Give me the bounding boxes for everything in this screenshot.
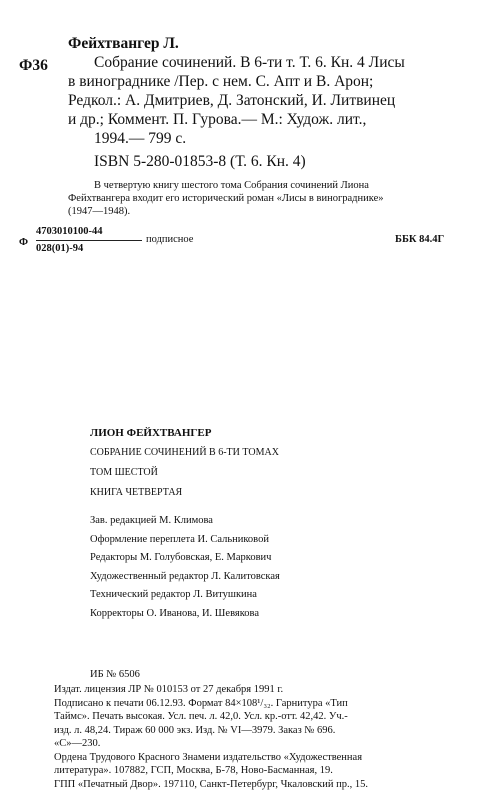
imprint-line: литература». 107882, ГСП, Москва, Б-78, Ново-Басманная, 19. [54, 765, 333, 776]
staff-line: Редакторы М. Голубовская, Е. Маркович [90, 552, 272, 564]
colophon-author: ЛИОН ФЕЙХТВАНГЕР [90, 427, 212, 439]
imprint-line: Ордена Трудового Красного Знамени издательство «Художественная [54, 751, 363, 763]
imprint-line: «С»—230. [54, 738, 101, 749]
annotation-line: Фейхтвангера входит его исторический роман «Лисы в винограднике» [68, 193, 384, 204]
description-line: и др.; Коммент. П. Гурова.— М.: Худож. лит., [68, 111, 367, 128]
imprint-line: ГПП «Печатный Двор». 197110, Санкт-Петербург, Чкаловский пр., 15. [54, 778, 368, 790]
description-line: Собрание сочинений. В 6-ти т. Т. 6. Кн. 4 Лисы [94, 54, 405, 71]
collection-title: СОБРАНИЕ СОЧИНЕНИЙ В 6-ТИ ТОМАХ [90, 447, 279, 458]
staff-line: Художественный редактор Л. Калитовская [90, 570, 280, 582]
description-line: в винограднике /Пер. с нем. С. Апт и В. Арон; [68, 73, 374, 90]
annotation-line: В четвертую книгу шестого тома Собрания сочинений Лиона [94, 180, 369, 191]
bibliographic-description [68, 53, 405, 148]
imprint-line: изд. л. 48,24. Тираж 60 000 экз. Изд. № VI—3979. Заказ № 696. [54, 724, 336, 736]
description-line: Редкол.: А. Дмитриев, Д. Затонский, И. Литвинец [68, 92, 396, 109]
staff-line: Зав. редакцией М. Климова [90, 515, 213, 526]
classification-code-bottom: 028(01)-94 [36, 243, 84, 254]
staff-list [90, 512, 280, 624]
fraction-line [36, 240, 142, 241]
imprint-line: Издат. лицензия ЛР № 010153 от 27 декабря 1991 г. [54, 684, 284, 695]
volume-title: ТОМ ШЕСТОЙ [90, 467, 158, 478]
imprint-line: Подписано к печати 06.12.93. Формат 84×108¹/₃₂. Гарнитура «Тип [54, 697, 348, 709]
annotation-line: (1947—1948). [68, 206, 131, 217]
isbn: ISBN 5-280-01853-8 (Т. 6. Кн. 4) [94, 153, 306, 170]
imprint-line: Таймс». Печать высокая. Усл. печ. л. 42,0. Усл. кр.-отт. 42,42. Уч.- [54, 711, 348, 722]
classification-letter: Ф [19, 237, 29, 248]
imprint-block [54, 683, 368, 791]
staff-line: Оформление переплета И. Сальниковой [90, 533, 269, 545]
ib-number: ИБ № 6506 [90, 669, 140, 680]
staff-line: Корректоры О. Иванова, И. Шевякова [90, 607, 260, 619]
author-header: Фейхтвангер Л. [68, 35, 179, 52]
index-code: Ф36 [19, 57, 48, 74]
description-line: 1994.— 799 с. [94, 130, 187, 147]
subscription-note: подписное [146, 234, 194, 245]
staff-line: Технический редактор Л. Витушкина [90, 589, 257, 601]
classification-code-top: 4703010100-44 [36, 226, 103, 237]
bbk-code: ББК 84.4Г [395, 234, 445, 245]
book-title: КНИГА ЧЕТВЕРТАЯ [90, 487, 183, 498]
annotation [68, 179, 384, 218]
